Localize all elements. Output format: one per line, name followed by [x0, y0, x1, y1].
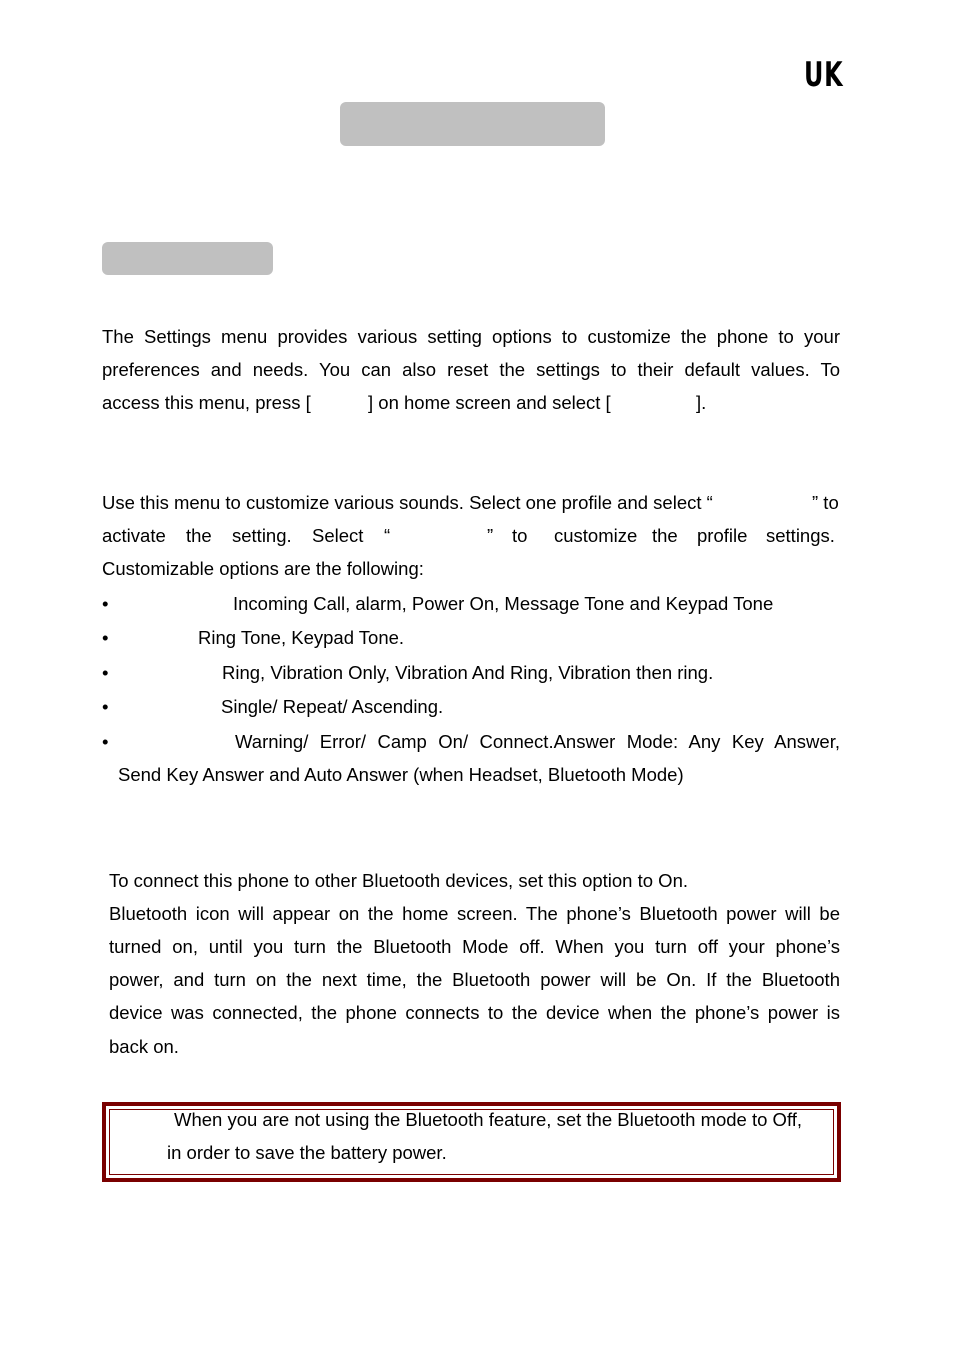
intro-line-3b: ] on home screen and select [: [368, 392, 611, 413]
profiles-word: the: [652, 525, 678, 546]
profiles-word: setting.: [232, 525, 292, 546]
profiles-word: activate: [102, 525, 166, 546]
profiles-line-1a: Use this menu to customize various sounds. Select one profile and select “: [102, 492, 713, 513]
bluetooth-line-1: To connect this phone to other Bluetooth devices, set this option to On.: [109, 870, 689, 891]
profiles-line-1b: ” to: [812, 492, 839, 513]
intro-line-1: The Settings menu provides various setting options to customize the phone to your: [102, 326, 840, 347]
profiles-word: customize: [554, 525, 638, 546]
bullet-text-1: Incoming Call, alarm, Power On, Message Tone and Keypad Tone: [233, 593, 774, 614]
bullet-marker: •: [102, 696, 109, 717]
profiles-word: settings.: [766, 525, 835, 546]
profiles-word: “: [384, 525, 391, 546]
bullet-marker: •: [102, 627, 109, 648]
profiles-word: profile: [697, 525, 748, 546]
profiles-word: to: [512, 525, 528, 546]
bullet-marker: •: [102, 593, 109, 614]
bluetooth-line-6: back on.: [109, 1036, 179, 1057]
bullet-text-5-cont: Send Key Answer and Auto Answer (when Headset, Bluetooth Mode): [118, 764, 684, 785]
region-code: UK: [804, 55, 844, 95]
intro-line-2: preferences and needs. You can also reset the settings to their default values. To: [102, 359, 840, 380]
bullet-marker: •: [102, 731, 109, 752]
profiles-word: the: [186, 525, 212, 546]
bullet-text-2: Ring Tone, Keypad Tone.: [198, 627, 405, 648]
profiles-word: ”: [487, 525, 494, 546]
bullet-text-4: Single/ Repeat/ Ascending.: [221, 696, 444, 717]
intro-line-3a: access this menu, press [: [102, 392, 311, 413]
bluetooth-line-4: power, and turn on the next time, the Bluetooth power will be On. If the Bluetooth: [109, 969, 840, 990]
intro-line-3c: ].: [696, 392, 707, 413]
page-title-bar: [340, 102, 605, 146]
note-line-1: When you are not using the Bluetooth feature, set the Bluetooth mode to Off,: [174, 1109, 803, 1130]
bluetooth-line-2: Bluetooth icon will appear on the home screen. The phone’s Bluetooth power will be: [109, 903, 840, 924]
bluetooth-line-3: turned on, until you turn the Bluetooth Mode off. When you turn off your phone’s: [109, 936, 840, 957]
bluetooth-line-5: device was connected, the phone connects to the device when the phone’s power is: [109, 1002, 840, 1023]
bullet-text-3: Ring, Vibration Only, Vibration And Ring, Vibration then ring.: [222, 662, 714, 683]
bullet-marker: •: [102, 662, 109, 683]
note-line-2: in order to save the battery power.: [167, 1142, 447, 1163]
profiles-word: Select: [312, 525, 364, 546]
profiles-line-3: Customizable options are the following:: [102, 558, 424, 579]
section-heading-bar: [102, 242, 273, 275]
bullet-text-5: Warning/ Error/ Camp On/ Connect.Answer Mode: Any Key Answer,: [235, 731, 840, 752]
